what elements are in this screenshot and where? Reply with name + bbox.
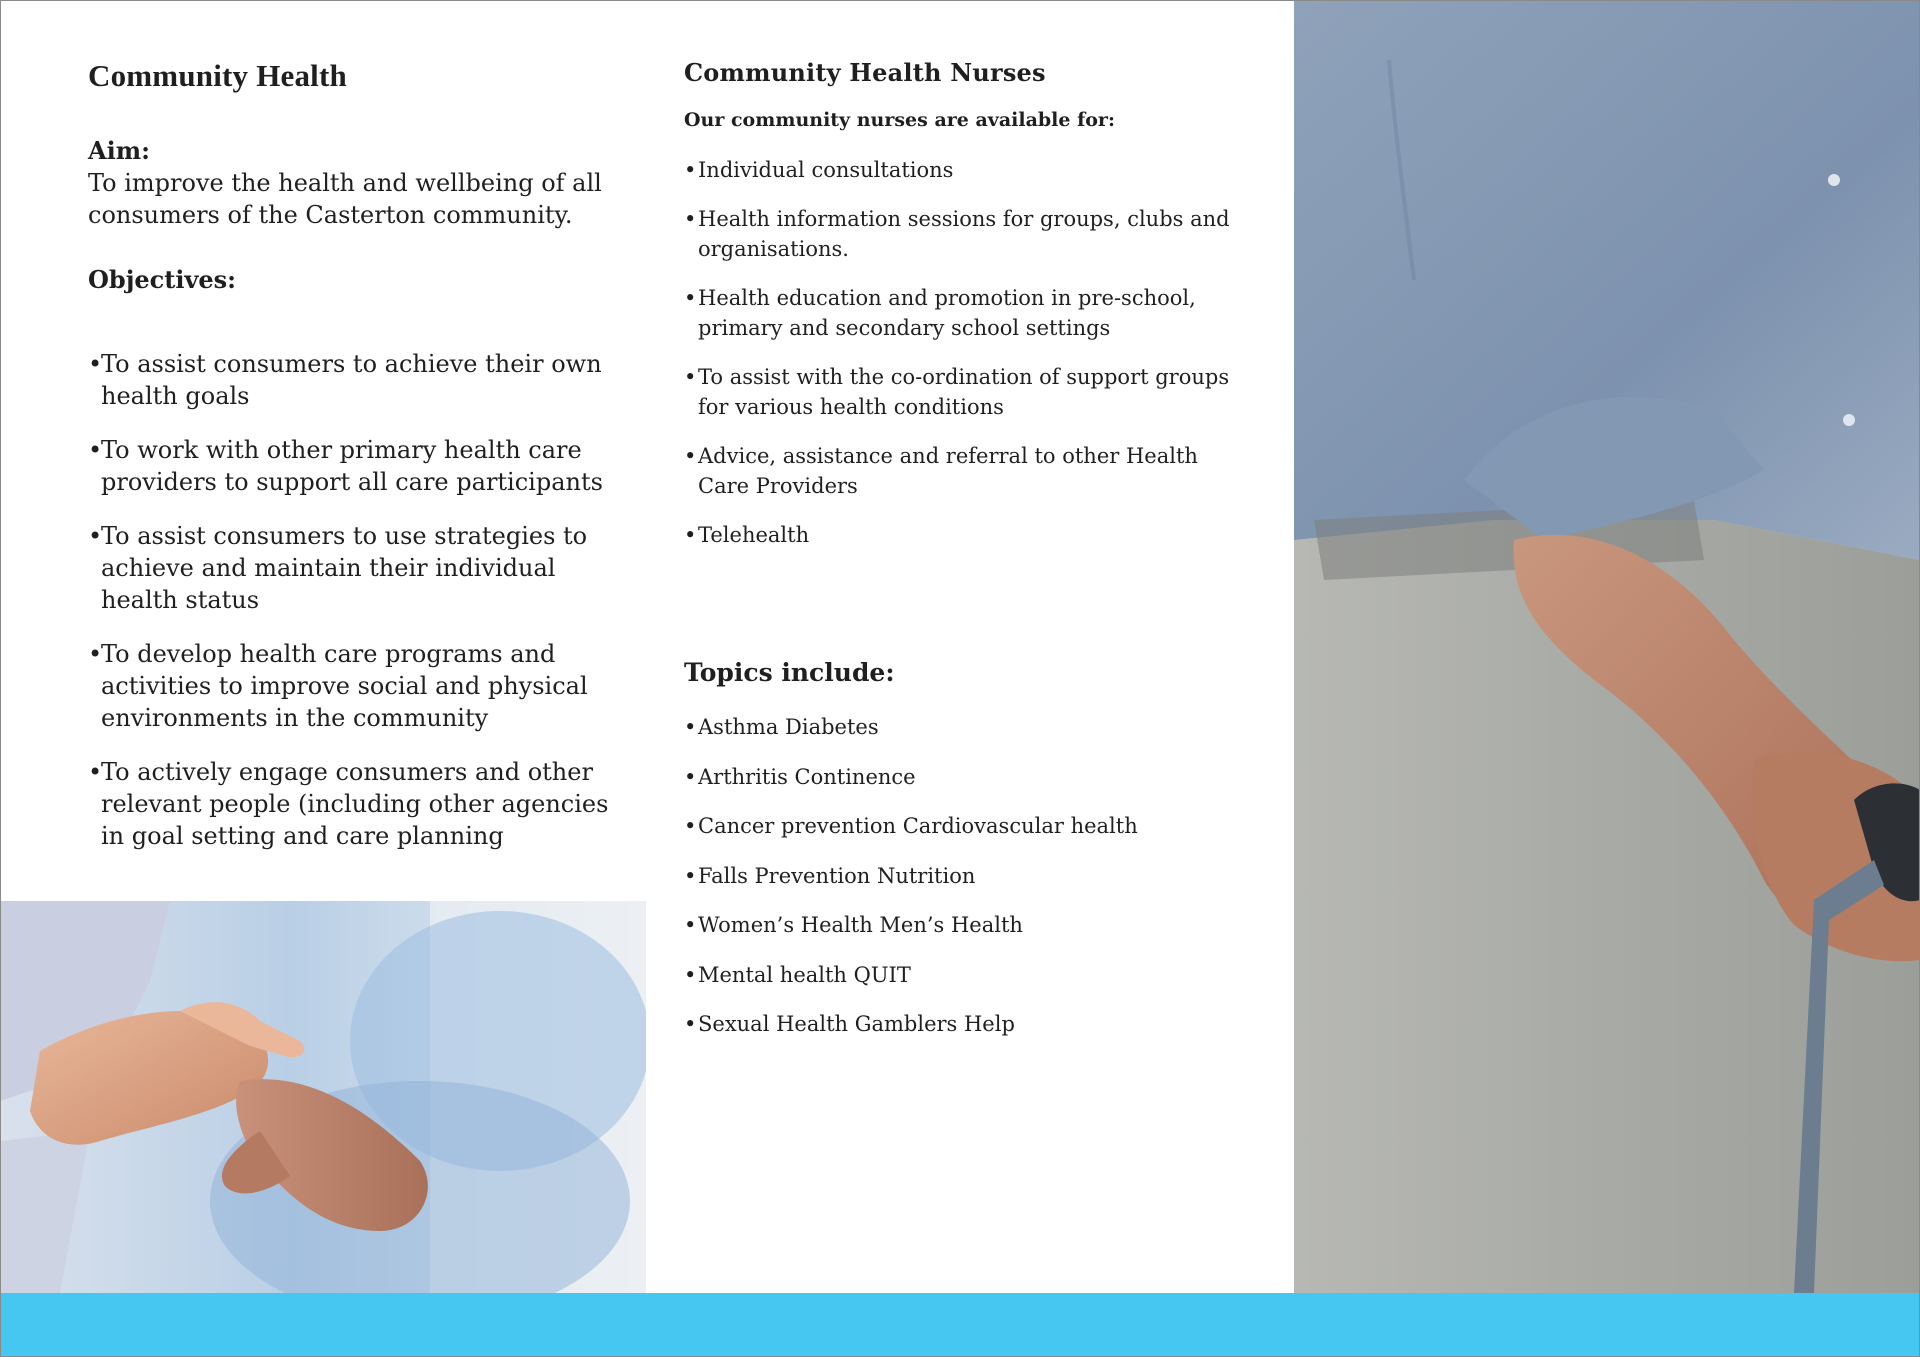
services-list — [684, 155, 1244, 550]
service-item: • To assist with the co-ordination of support groups for various health conditions — [684, 362, 1244, 422]
aim-label: Aim: — [88, 136, 150, 165]
objective-item: • To develop health care programs and activities to improve social and physical environments in the community — [88, 638, 628, 734]
topic-item: • Cancer prevention Cardiovascular health — [684, 811, 1244, 841]
nurses-intro: Our community nurses are available for: — [684, 109, 1115, 131]
objective-item: • To work with other primary health care providers to support all care participants — [88, 434, 628, 498]
objective-item: • To assist consumers to achieve their own health goals — [88, 348, 628, 412]
topic-item: • Sexual Health Gamblers Help — [684, 1009, 1244, 1039]
community-health-column — [88, 58, 628, 874]
topic-item: • Arthritis Continence — [684, 762, 1244, 792]
topic-item: • Women’s Health Men’s Health — [684, 910, 1244, 940]
elderly-man-cane-photo — [1294, 0, 1920, 1293]
holding-hands-photo — [0, 901, 646, 1293]
service-item: • Individual consultations — [684, 155, 1244, 185]
footer-band — [0, 1293, 1920, 1357]
service-item: • Health education and promotion in pre-school, primary and secondary school settings — [684, 283, 1244, 343]
objective-item: • To actively engage consumers and other relevant people (including other agencies in goal setting and care planning — [88, 756, 628, 852]
community-health-title: Community Health — [88, 58, 347, 93]
nurses-column — [684, 58, 1244, 569]
nurses-title: Community Health Nurses — [684, 58, 1046, 87]
topics-list — [684, 712, 1244, 1059]
topic-item: • Asthma Diabetes — [684, 712, 1244, 742]
objectives-list — [88, 348, 628, 852]
topics-title: Topics include: — [684, 658, 895, 687]
objective-item: • To assist consumers to use strategies to achieve and maintain their individual health status — [88, 520, 628, 616]
objectives-label: Objectives: — [88, 265, 237, 294]
service-item: • Telehealth — [684, 520, 1244, 550]
topic-item: • Mental health QUIT — [684, 960, 1244, 990]
topic-item: • Falls Prevention Nutrition — [684, 861, 1244, 891]
service-item: • Advice, assistance and referral to other Health Care Providers — [684, 441, 1244, 501]
service-item: • Health information sessions for groups, clubs and organisations. — [684, 204, 1244, 264]
aim-text: To improve the health and wellbeing of all consumers of the Casterton community. — [88, 169, 602, 229]
